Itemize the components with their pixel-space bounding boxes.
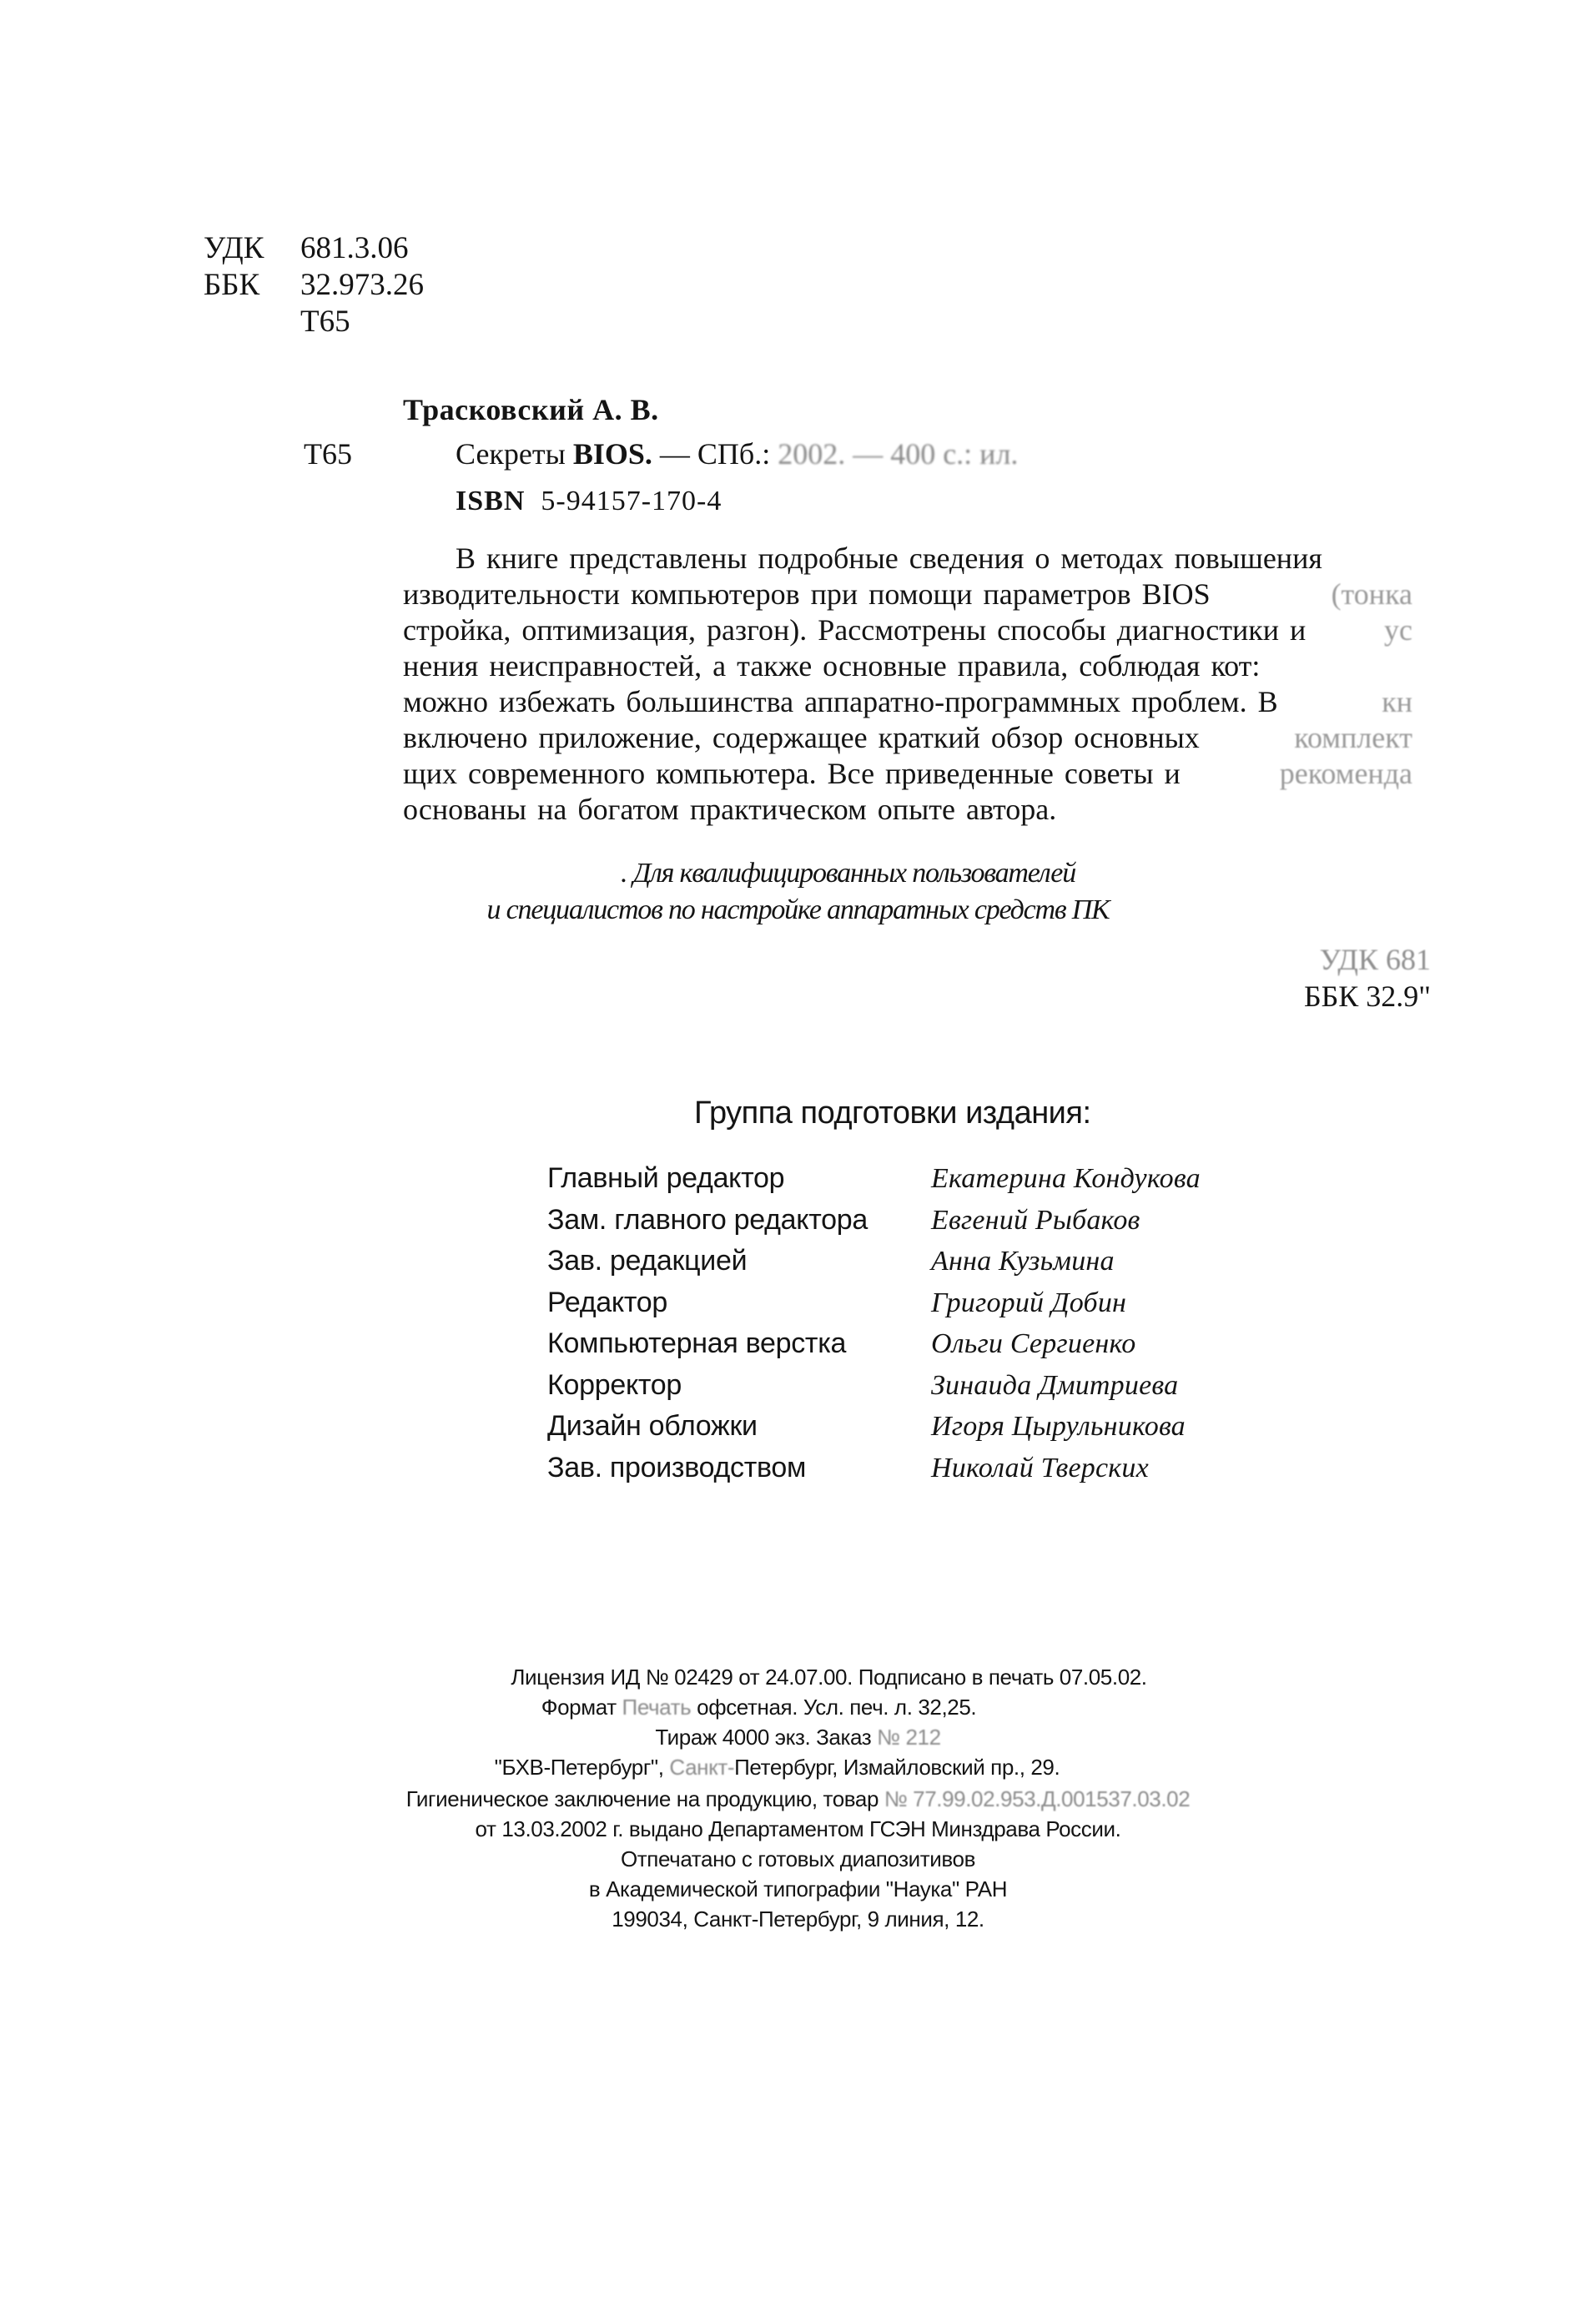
annotation-line: изводительности компьютеров при помощи параметров BIOS (тонка bbox=[403, 577, 1412, 611]
annotation-line: нения неисправностей, а также основные правила, соблюдая кот: bbox=[403, 649, 1261, 683]
hygiene-line-1: Гигиеническое заключение на продукцию, товар № 77.99.02.953.Д.001537.03.02 bbox=[405, 1786, 1191, 1811]
title-bold: BIOS. bbox=[572, 437, 652, 471]
author-mark: Т65 bbox=[300, 305, 350, 339]
bbk-value: 32.973.26 bbox=[300, 268, 424, 302]
annotation-line: включено приложение, содержащее краткий обзор основных комплект bbox=[403, 721, 1412, 754]
author-mark-row bbox=[204, 304, 350, 340]
title-blurred: 2002. — 400 с.: ил. bbox=[778, 437, 1019, 471]
title-rest: — СПб.: bbox=[652, 437, 778, 471]
imprint-publisher: "БХВ-Петербург", Санкт-Петербург, Измайловский пр., 29. bbox=[494, 1755, 1060, 1780]
staff-row: Дизайн обложки Игоря Цырульникова bbox=[547, 1410, 1186, 1442]
hygiene-block bbox=[0, 1784, 1596, 1844]
imprint-block bbox=[0, 1662, 1596, 1782]
staff-row: Зам. главного редактора Евгений Рыбаков bbox=[547, 1203, 1140, 1236]
printer-line-3: 199034, Санкт-Петербург, 9 линия, 12. bbox=[612, 1907, 984, 1932]
group-title: Группа подготовки издания: bbox=[694, 1096, 1091, 1131]
printer-line-1: Отпечатано с готовых диапозитивов bbox=[620, 1846, 976, 1871]
isbn-value: 5-94157-170-4 bbox=[541, 486, 722, 516]
book-title-line bbox=[456, 436, 1018, 471]
annotation-line: щих современного компьютера. Все приведенные советы и рекоменда bbox=[403, 757, 1412, 790]
book-code: Т65 bbox=[304, 437, 352, 471]
audience-note bbox=[0, 855, 1596, 929]
audience-line-2: и специалистов по настройке аппаратных средств ПК bbox=[486, 894, 1110, 925]
isbn-line bbox=[456, 486, 722, 517]
imprint-format: Формат Печать офсетная. Усл. печ. л. 32,25. bbox=[541, 1695, 977, 1720]
staff-list bbox=[547, 1158, 1201, 1488]
bbk-label: ББК bbox=[204, 268, 260, 302]
annotation bbox=[403, 541, 1412, 828]
staff-row: Компьютерная верстка Ольги Сергиенко bbox=[547, 1327, 1136, 1359]
classification-right bbox=[1304, 941, 1431, 1015]
imprint-license: Лицензия ИД № 02429 от 24.07.00. Подписано в печать 07.05.02. bbox=[511, 1665, 1147, 1690]
hygiene-line-2: от 13.03.2002 г. выдано Департаментом ГСЭН Минздрава России. bbox=[475, 1816, 1121, 1841]
bbk-row bbox=[204, 267, 424, 304]
bbk-right: ББК 32.9" bbox=[1303, 980, 1431, 1013]
staff-row: Зав. производством Николай Тверских bbox=[547, 1451, 1149, 1483]
staff-row: Редактор Григорий Добин bbox=[547, 1286, 1127, 1318]
annotation-line: можно избежать большинства аппаратно-программных проблем. В кн bbox=[403, 685, 1412, 718]
title-prefix: Секреты bbox=[456, 437, 573, 471]
udk-row bbox=[204, 230, 409, 267]
udk-right: УДК 681 bbox=[1319, 943, 1431, 976]
imprint-run: Тираж 4000 экз. Заказ № 212 bbox=[655, 1725, 941, 1750]
annotation-line: стройка, оптимизация, разгон). Рассмотрены способы диагностики и ус bbox=[403, 613, 1412, 647]
udk-label: УДК bbox=[204, 231, 264, 265]
staff-row: Зав. редакцией Анна Кузьмина bbox=[547, 1245, 1115, 1277]
staff-row: Главный редактор Екатерина Кондукова bbox=[547, 1162, 1201, 1194]
staff-row: Корректор Зинаида Дмитриева bbox=[547, 1368, 1179, 1401]
isbn-label: ISBN bbox=[456, 486, 526, 516]
udk-value: 681.3.06 bbox=[300, 231, 409, 265]
annotation-line: основаны на богатом практическом опыте автора. bbox=[403, 793, 1057, 826]
audience-line-1: . Для квалифицированных пользователей bbox=[621, 858, 1075, 889]
printer-line-2: в Академической типографии "Наука" РАН bbox=[588, 1876, 1008, 1901]
printer-block bbox=[0, 1844, 1596, 1934]
book-author: Трасковский А. В. bbox=[403, 393, 659, 426]
annotation-line: В книге представлены подробные сведения о методах повышения bbox=[456, 541, 1322, 575]
